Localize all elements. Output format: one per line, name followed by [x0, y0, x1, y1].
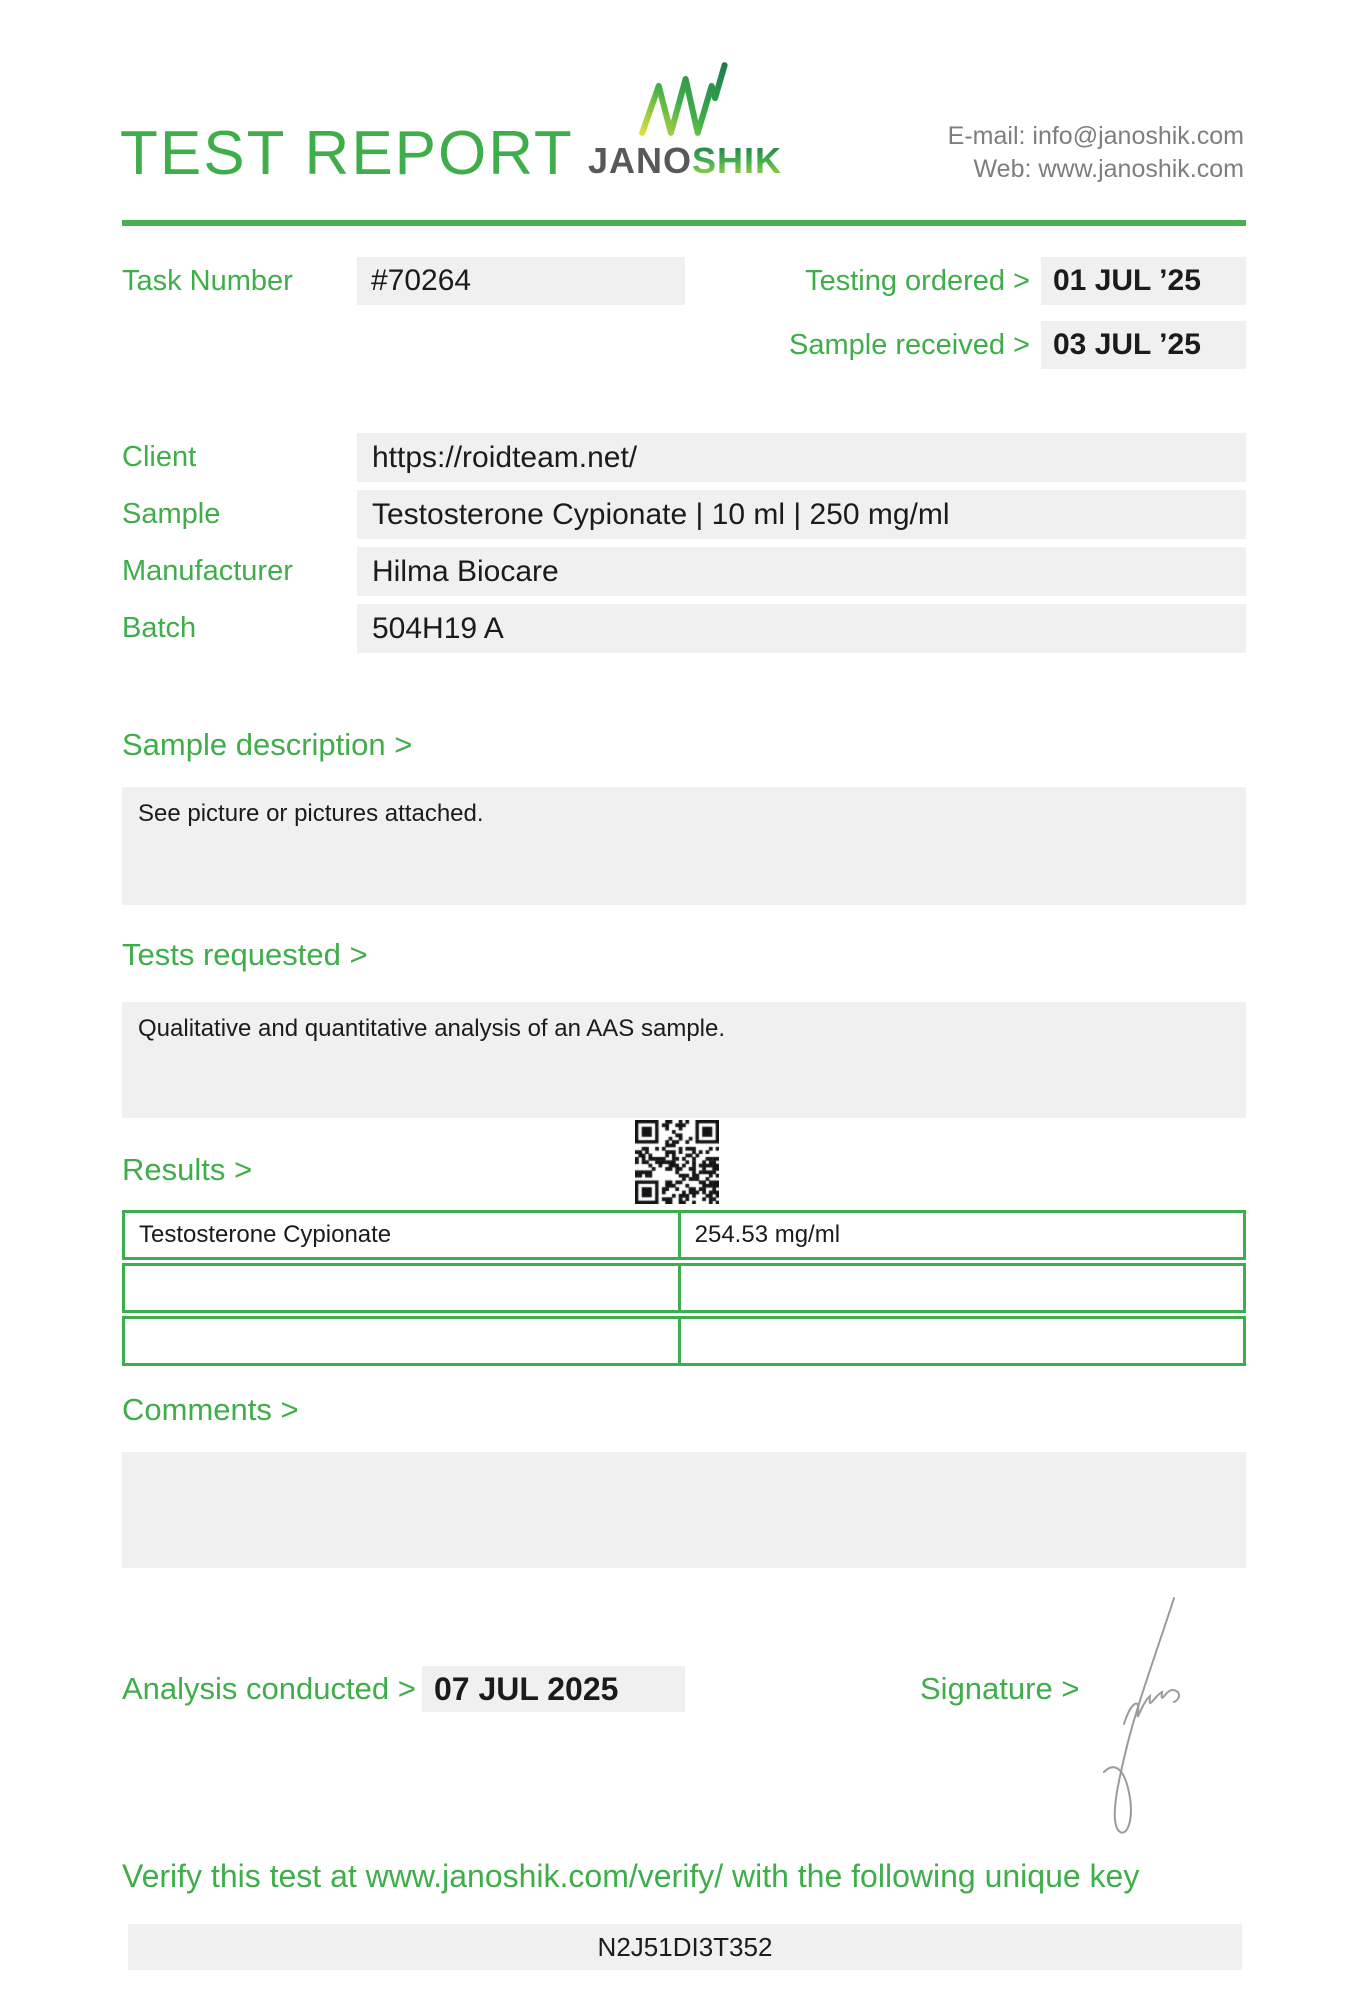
growth-chart-icon: [635, 60, 731, 138]
comments-heading: Comments >: [122, 1392, 299, 1427]
results-heading: Results >: [122, 1152, 253, 1187]
result-row: [122, 1263, 1246, 1313]
client-label: Client: [122, 441, 197, 473]
logo-text-dark: JANO: [588, 140, 693, 181]
analysis-conducted-label: Analysis conducted >: [122, 1671, 416, 1706]
sample-value: Testosterone Cypionate | 10 ml | 250 mg/ml: [357, 490, 1246, 539]
substance-cell: [125, 1319, 681, 1363]
sample-received-value: 03 JUL ’25: [1041, 321, 1246, 369]
analysis-date-value: 07 JUL 2025: [422, 1666, 685, 1712]
tests-requested-heading: Tests requested >: [122, 937, 368, 972]
manufacturer-value: Hilma Biocare: [357, 547, 1246, 596]
substance-cell: Testosterone Cypionate: [125, 1213, 681, 1257]
verify-instruction: Verify this test at www.janoshik.com/verify/ with the following unique key: [122, 1858, 1140, 1894]
qr-code: [635, 1120, 719, 1204]
testing-ordered-value: 01 JUL ’25: [1041, 257, 1246, 305]
result-row: [122, 1316, 1246, 1366]
signature-image: [1096, 1592, 1196, 1842]
manufacturer-label: Manufacturer: [122, 555, 293, 587]
sample-label: Sample: [122, 498, 221, 530]
batch-label: Batch: [122, 612, 197, 644]
comments-box: [122, 1452, 1246, 1568]
sample-description-box: See picture or pictures attached.: [122, 787, 1246, 905]
testing-ordered-label: Testing ordered >: [805, 265, 1030, 297]
contact-email: E-mail: info@janoshik.com: [947, 122, 1244, 150]
task-number-label: Task Number: [122, 265, 293, 297]
substance-cell: [125, 1266, 681, 1310]
logo-wordmark: [588, 140, 783, 182]
batch-value: 504H19 A: [357, 604, 1246, 653]
sample-received-label: Sample received >: [789, 329, 1030, 361]
signature-label: Signature >: [920, 1671, 1080, 1706]
janoshik-logo: [588, 60, 783, 182]
result-row: [122, 1210, 1246, 1260]
sample-description-heading: Sample description >: [122, 727, 413, 762]
amount-cell: [681, 1319, 1243, 1363]
amount-cell: [681, 1266, 1243, 1310]
amount-cell: 254.53 mg/ml: [694, 1221, 841, 1248]
client-value: https://roidteam.net/: [357, 433, 1246, 482]
logo-text-green: SHIK: [692, 140, 783, 181]
unique-key-value: N2J51DI3T352: [128, 1924, 1242, 1970]
page-title: TEST REPORT: [120, 119, 574, 188]
tests-requested-box: Qualitative and quantitative analysis of an AAS sample.: [122, 1002, 1246, 1118]
header-divider: [122, 220, 1246, 226]
contact-web: Web: www.janoshik.com: [973, 155, 1244, 183]
task-number-value: #70264: [357, 257, 685, 305]
contact-block: [948, 120, 1244, 186]
